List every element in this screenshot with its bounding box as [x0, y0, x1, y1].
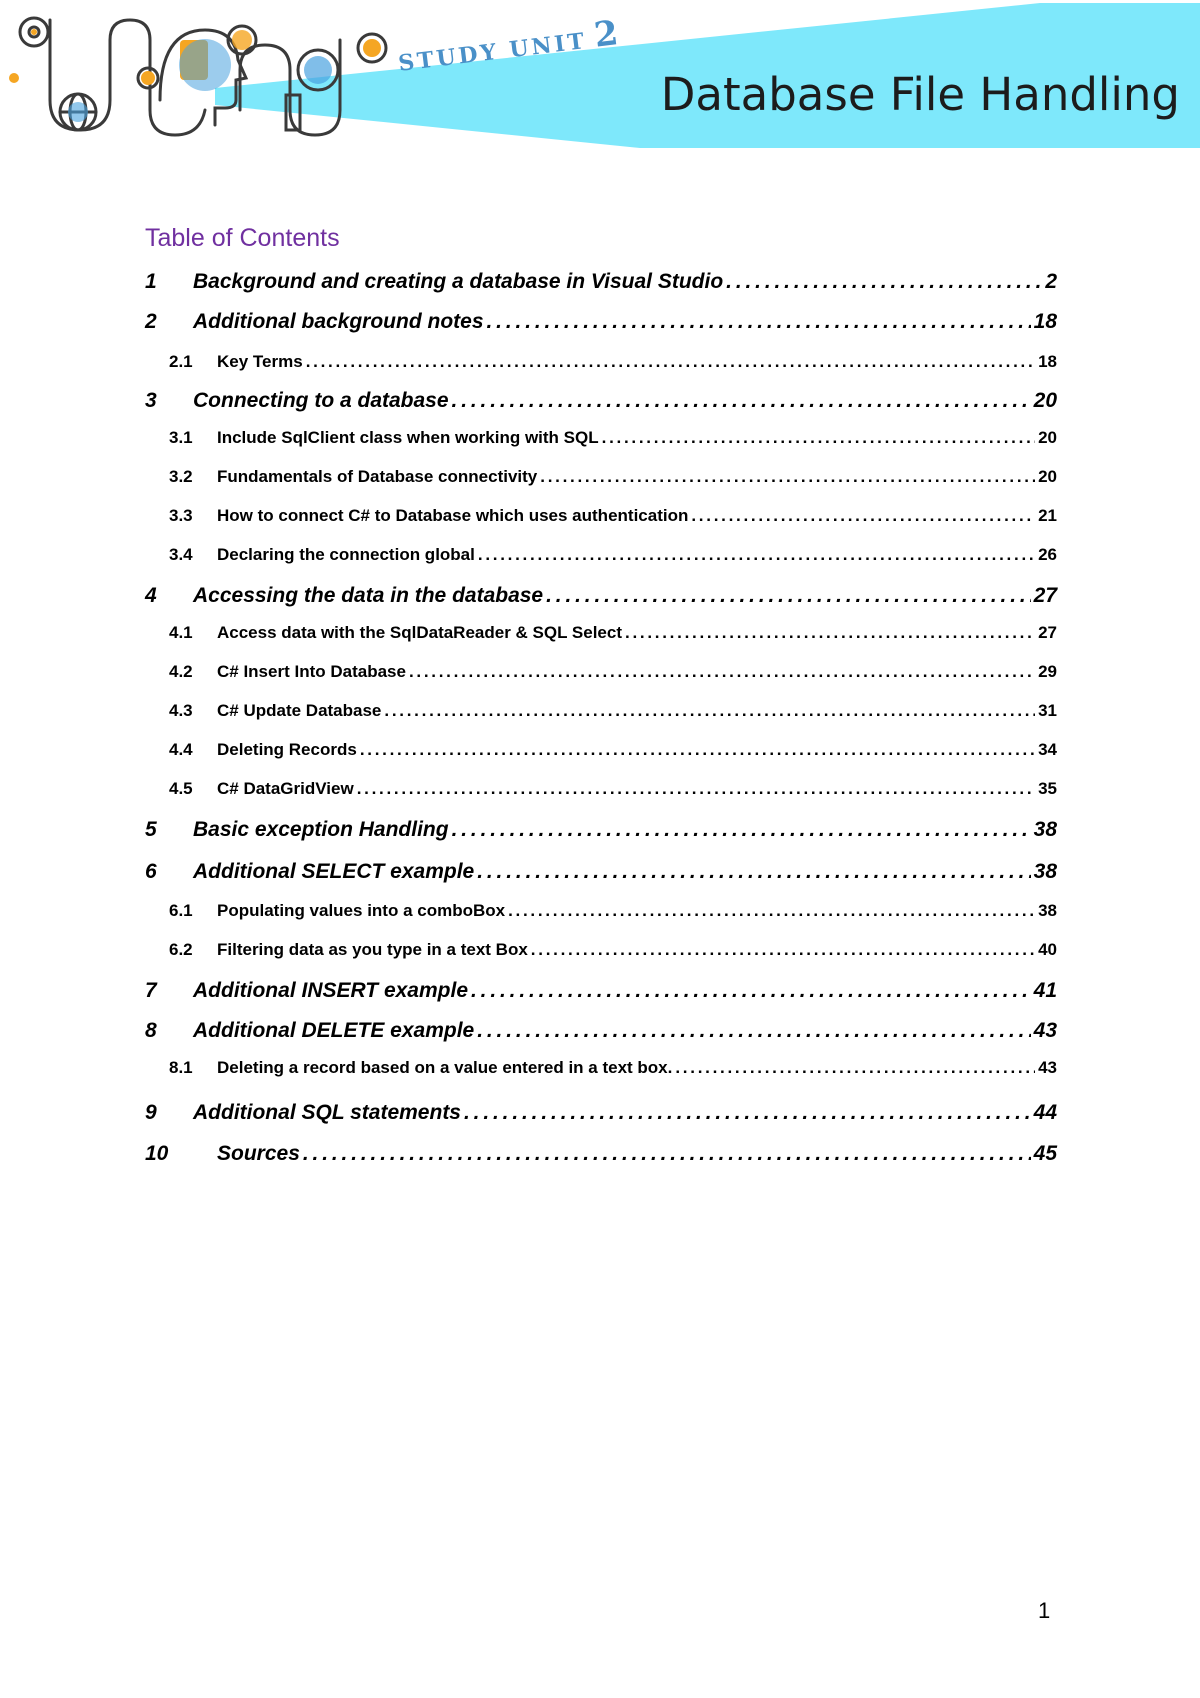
toc-dot-leader [546, 584, 1031, 608]
toc-entry-page: 41 [1033, 979, 1057, 1002]
toc-entry-number: 4 [145, 584, 157, 607]
toc-entry-number: 4.2 [169, 662, 193, 681]
toc-entry-page: 26 [1038, 545, 1057, 564]
toc-entry[interactable] [145, 662, 1057, 682]
toc-entry-title: Populating values into a comboBox [217, 901, 506, 920]
toc-entry-page: 21 [1038, 506, 1057, 525]
toc-entry-title: Additional SQL statements [193, 1101, 461, 1124]
toc-entry-page: 20 [1038, 467, 1057, 486]
toc-entry-page: 20 [1033, 389, 1057, 412]
toc-entry[interactable] [145, 584, 1057, 608]
illustration-icons [0, 0, 400, 150]
toc-entry-page: 35 [1038, 779, 1057, 798]
toc-entry[interactable] [145, 467, 1057, 487]
toc-entry-number: 10 [145, 1142, 169, 1165]
toc-entry-title: Filtering data as you type in a text Box [217, 940, 528, 959]
toc-entry-title: C# Insert Into Database [217, 662, 406, 681]
toc-dot-leader [487, 310, 1031, 334]
toc-dot-leader [303, 1142, 1031, 1166]
toc-dot-leader [384, 701, 1035, 721]
toc-entry[interactable] [145, 979, 1057, 1003]
toc-entry-number: 2.1 [169, 352, 193, 371]
toc-dot-leader [477, 860, 1030, 884]
toc-entry-number: 6 [145, 860, 157, 883]
toc-dot-leader [357, 779, 1035, 799]
toc-dot-leader [726, 270, 1042, 294]
toc-entry[interactable] [145, 545, 1057, 565]
toc-dot-leader [452, 818, 1031, 842]
toc-dot-leader [675, 1058, 1035, 1078]
toc-entry-title: Accessing the data in the database [193, 584, 544, 607]
toc-entry[interactable] [145, 701, 1057, 721]
toc-entry-page: 2 [1045, 270, 1057, 293]
toc-entry-page: 38 [1033, 860, 1057, 883]
toc-dot-leader [409, 662, 1035, 682]
toc-dot-leader [452, 389, 1031, 413]
toc-entry[interactable] [145, 940, 1057, 960]
toc-entry-number: 9 [145, 1101, 157, 1124]
toc-entry-title: C# Update Database [217, 701, 382, 720]
toc-dot-leader [464, 1101, 1031, 1125]
toc-entry-number: 4.3 [169, 701, 193, 720]
toc-entry-page: 40 [1038, 940, 1057, 959]
toc-entry-number: 4.1 [169, 623, 193, 642]
toc-dot-leader [691, 506, 1035, 526]
toc-entry[interactable] [145, 860, 1057, 884]
toc-entry-page: 38 [1033, 818, 1057, 841]
toc-entry-number: 3.4 [169, 545, 193, 564]
toc-entry-title: Access data with the SqlDataReader & SQL Select [217, 623, 622, 642]
toc-entry-title: Basic exception Handling [193, 818, 449, 841]
study-unit-number: 2 [591, 12, 624, 56]
toc-dot-leader [477, 1019, 1030, 1043]
toc-entry-title: Additional SELECT example [193, 860, 475, 883]
document-title: Database File Handling [660, 68, 1180, 121]
study-unit-word: STUDY UNIT [396, 27, 589, 77]
toc-entry[interactable] [145, 779, 1057, 799]
toc-entry-title: Additional INSERT example [193, 979, 468, 1002]
toc-dot-leader [602, 428, 1035, 448]
toc-entry-number: 2 [145, 310, 157, 333]
toc-entry-title: Sources [217, 1142, 300, 1165]
toc-dot-leader [508, 901, 1035, 921]
toc-dot-leader [471, 979, 1031, 1003]
toc-entry-number: 1 [145, 270, 157, 293]
toc-entry[interactable] [145, 506, 1057, 526]
toc-entry[interactable] [145, 818, 1057, 842]
toc-entry-number: 8 [145, 1019, 157, 1042]
toc-entry-number: 3.2 [169, 467, 193, 486]
toc-entry-title: Deleting Records [217, 740, 357, 759]
toc-entry-title: Additional background notes [193, 310, 484, 333]
toc-entry-number: 4.5 [169, 779, 193, 798]
toc-entry-page: 44 [1033, 1101, 1057, 1124]
toc-entry-title: Additional DELETE example [193, 1019, 475, 1042]
toc-entry-page: 45 [1033, 1142, 1057, 1165]
toc-heading: Table of Contents [145, 224, 340, 252]
toc-entry-title: How to connect C# to Database which uses authentication [217, 506, 689, 525]
toc-entry[interactable] [145, 1019, 1057, 1043]
toc-entry-number: 3 [145, 389, 157, 412]
toc-dot-leader [540, 467, 1035, 487]
toc-entry[interactable] [145, 1142, 1057, 1166]
toc-dot-leader [306, 352, 1035, 372]
toc-entry-number: 3.1 [169, 428, 193, 447]
toc-entry-page: 38 [1038, 901, 1057, 920]
toc-dot-leader [360, 740, 1035, 760]
toc-entry-page: 34 [1038, 740, 1057, 759]
toc-entry-page: 29 [1038, 662, 1057, 681]
toc-entry-page: 18 [1033, 310, 1057, 333]
toc-entry[interactable] [145, 1101, 1057, 1125]
toc-entry-page: 27 [1038, 623, 1057, 642]
toc-entry-page: 20 [1038, 428, 1057, 447]
toc-entry-page: 43 [1038, 1058, 1057, 1077]
toc-entry-page: 43 [1033, 1019, 1057, 1042]
toc-entry-number: 5 [145, 818, 157, 841]
toc-entry-number: 3.3 [169, 506, 193, 525]
toc-entry[interactable] [145, 428, 1057, 448]
toc-entry-number: 7 [145, 979, 157, 1002]
toc-entry-title: Declaring the connection global [217, 545, 475, 564]
toc-entry-title: Background and creating a database in Visual Studio [193, 270, 724, 293]
toc-entry-number: 4.4 [169, 740, 193, 759]
toc-entry-number: 6.2 [169, 940, 193, 959]
toc-entry-title: Connecting to a database [193, 389, 449, 412]
toc-entry-page: 18 [1038, 352, 1057, 371]
toc-entry[interactable] [145, 270, 1057, 294]
page-number: 1 [1038, 1598, 1051, 1623]
toc-entry-title: Key Terms [217, 352, 303, 371]
toc-entry[interactable] [145, 901, 1057, 921]
toc-dot-leader [478, 545, 1035, 565]
toc-entry-title: Deleting a record based on a value entered in a text box. [217, 1058, 673, 1077]
toc-entry[interactable] [145, 1058, 1057, 1078]
toc-entry-title: Include SqlClient class when working with SQL [217, 428, 599, 447]
header-banner [0, 0, 1200, 150]
toc-entry[interactable] [145, 389, 1057, 413]
toc-entry-page: 27 [1033, 584, 1057, 607]
toc-entry-page: 31 [1038, 701, 1057, 720]
toc-entry[interactable] [145, 623, 1057, 643]
toc-entry[interactable] [145, 740, 1057, 760]
toc-entry-title: C# DataGridView [217, 779, 354, 798]
toc-entry[interactable] [145, 310, 1057, 334]
toc-dot-leader [625, 623, 1035, 643]
toc-entry-number: 6.1 [169, 901, 193, 920]
toc-dot-leader [531, 940, 1035, 960]
toc-entry[interactable] [145, 352, 1057, 372]
toc-entry-number: 8.1 [169, 1058, 193, 1077]
toc-entry-title: Fundamentals of Database connectivity [217, 467, 538, 486]
